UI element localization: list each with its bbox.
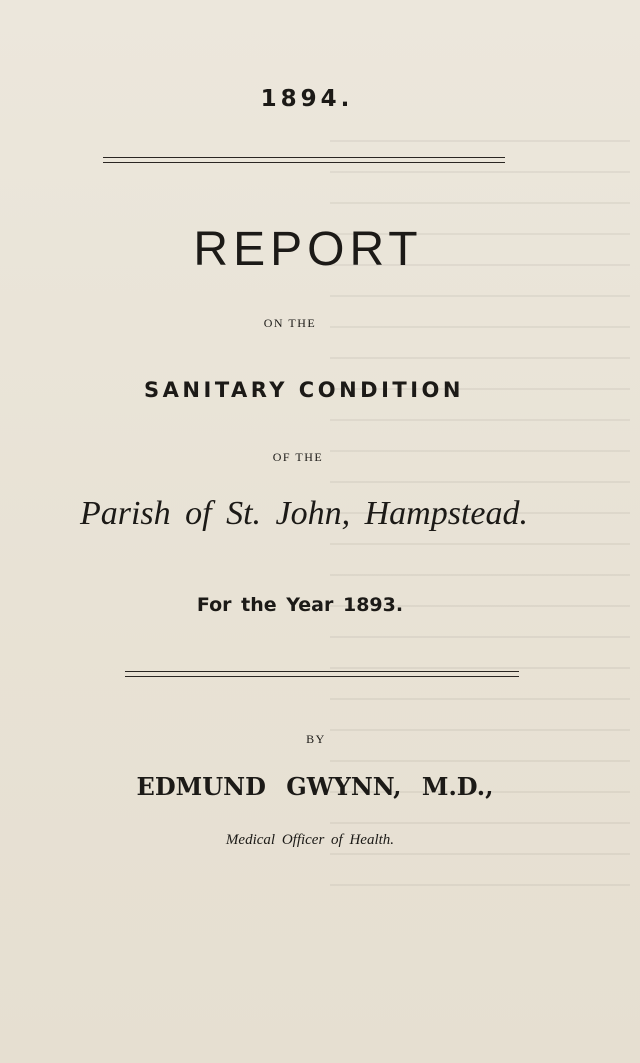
year-heading: 1894. <box>260 86 354 112</box>
bottom-double-rule <box>125 671 519 677</box>
top-double-rule <box>103 157 505 163</box>
of-the-label: OF THE <box>272 450 324 464</box>
author-name: EDMUND GWYNN, M.D., <box>136 772 494 801</box>
parish-name: Parish of St. John, Hampstead. <box>79 495 529 532</box>
on-the-label: ON THE <box>263 316 317 330</box>
report-year-line: For the Year 1893. <box>196 594 404 616</box>
by-label: BY <box>306 732 326 746</box>
author-title: Medical Officer of Health. <box>225 832 395 848</box>
sanitary-condition-heading: SANITARY CONDITION <box>144 378 464 402</box>
report-title: REPORT <box>193 223 423 276</box>
